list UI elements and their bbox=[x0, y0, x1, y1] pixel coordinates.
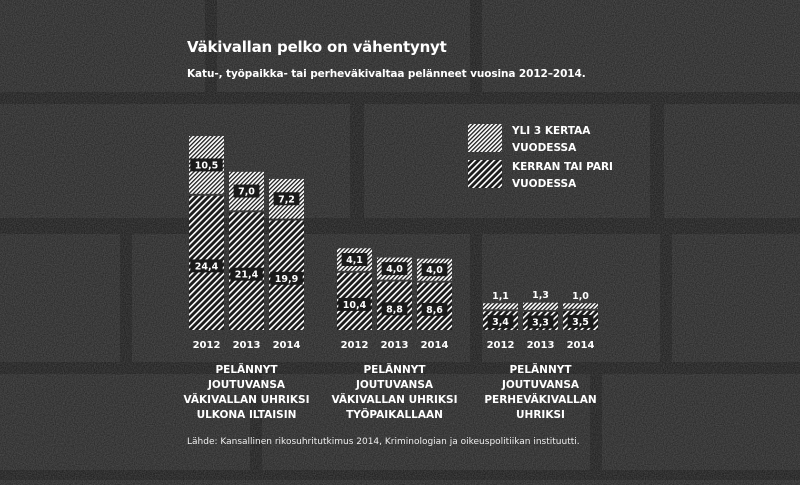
group-label-g3-line3: PERHEVÄKIVALLAN bbox=[484, 394, 597, 406]
group-label-g3-line4: UHRIKSI bbox=[516, 409, 565, 421]
group-label-g1-line4: ULKONA ILTAISIN bbox=[196, 409, 297, 421]
legend-label-yli3: YLI 3 KERTAA VUODESSA bbox=[512, 125, 591, 154]
value-label-yli3-g3-2012: 1,1 bbox=[492, 290, 509, 302]
value-label-yli3-g3-2013: 1,3 bbox=[532, 290, 549, 302]
value-label-yli3-g2-2014: 4,0 bbox=[426, 265, 443, 277]
value-label-kerran-g2-2013: 8,8 bbox=[386, 304, 403, 316]
group-label-g3-line1: PELÄNNYT bbox=[509, 364, 572, 376]
value-label-yli3-g1-2012: 10,5 bbox=[194, 160, 219, 172]
year-label-g2-2013: 2013 bbox=[380, 340, 409, 351]
group-label-g2-line4: TYÖPAIKALLAAN bbox=[346, 409, 443, 421]
value-label-yli3-g3-2014: 1,0 bbox=[572, 290, 589, 302]
bar-yli3-g3-2014 bbox=[563, 303, 598, 309]
group-label-g1-line3: VÄKIVALLAN UHRIKSI bbox=[183, 394, 310, 406]
bar-yli3-g3-2013 bbox=[523, 303, 558, 310]
bar-yli3-g3-2012 bbox=[483, 303, 518, 309]
year-label-g1-2013: 2013 bbox=[232, 340, 261, 351]
value-label-kerran-g1-2014: 19,9 bbox=[274, 273, 299, 285]
value-label-kerran-g2-2012: 10,4 bbox=[342, 299, 367, 311]
legend-label-kerran: KERRAN TAI PARI VUODESSA bbox=[512, 161, 613, 190]
value-label-kerran-g3-2013: 3,3 bbox=[532, 317, 549, 329]
value-label-kerran-g3-2012: 3,4 bbox=[492, 317, 509, 329]
group-label-g1-line2: JOUTUVANSA bbox=[207, 379, 286, 391]
group-label-g2-line2: JOUTUVANSA bbox=[355, 379, 434, 391]
group-label-g2-line1: PELÄNNYT bbox=[363, 364, 426, 376]
year-label-g2-2014: 2014 bbox=[420, 340, 449, 351]
year-label-g3-2012: 2012 bbox=[486, 340, 515, 351]
value-label-kerran-g2-2014: 8,6 bbox=[426, 304, 443, 316]
chart-subtitle: Katu-, työpaikka- tai perheväkivaltaa pelänneet vuosina 2012–2014. bbox=[187, 68, 586, 80]
value-label-yli3-g1-2014: 7,2 bbox=[278, 194, 295, 206]
value-label-kerran-g1-2012: 24,4 bbox=[194, 261, 219, 273]
year-label-g3-2014: 2014 bbox=[566, 340, 595, 351]
value-label-yli3-g2-2012: 4,1 bbox=[346, 255, 363, 267]
value-label-kerran-g3-2014: 3,5 bbox=[572, 316, 589, 328]
group-label-g3-line2: JOUTUVANSA bbox=[501, 379, 580, 391]
chart-title: Väkivallan pelko on vähentynyt bbox=[187, 38, 447, 56]
group-label-g2-line3: VÄKIVALLAN UHRIKSI bbox=[331, 394, 458, 406]
value-label-yli3-g1-2013: 7,0 bbox=[238, 186, 255, 198]
group-label-g1-line1: PELÄNNYT bbox=[215, 364, 278, 376]
year-label-g1-2012: 2012 bbox=[192, 340, 221, 351]
year-label-g3-2013: 2013 bbox=[526, 340, 555, 351]
value-label-yli3-g2-2013: 4,0 bbox=[386, 264, 403, 276]
year-label-g1-2014: 2014 bbox=[272, 340, 301, 351]
year-label-g2-2012: 2012 bbox=[340, 340, 369, 351]
source-note: Lähde: Kansallinen rikosuhritutkimus 2014, Kriminologian ja oikeuspolitiikan instituutti. bbox=[187, 437, 580, 447]
value-label-kerran-g1-2013: 21,4 bbox=[234, 269, 259, 281]
